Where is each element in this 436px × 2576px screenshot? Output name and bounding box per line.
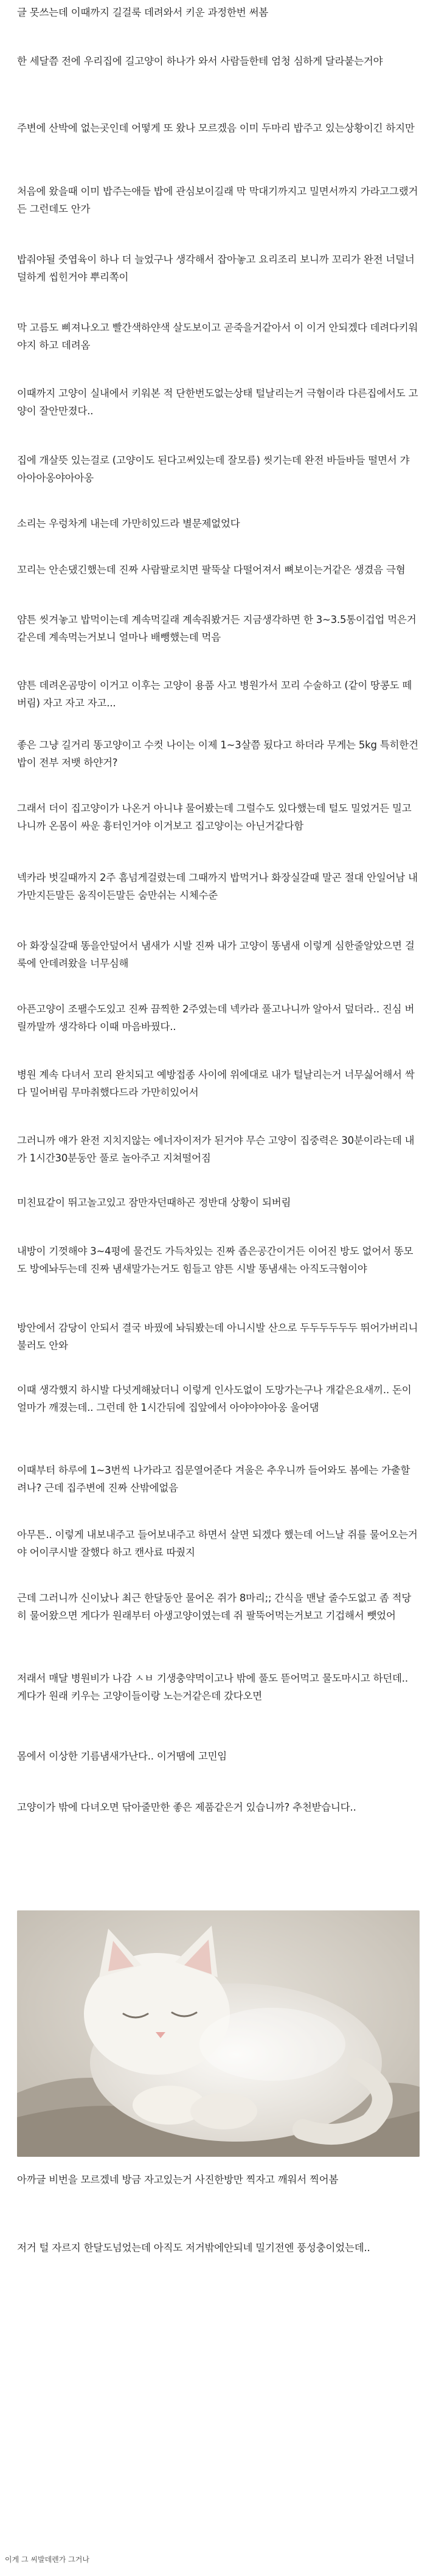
post-paragraph: 그러니까 얘가 완전 지치지않는 에너자이저가 된거야 무슨 고양이 집중력은 30분이라는데 내가 1시간30분동안 풀로 놀아주고 지쳐떨어짐 (17, 1135, 415, 1164)
post-paragraph: 그래서 더이 집고양이가 나온거 아니냐 물어봤는데 그럴수도 있다했는데 털도 밀었거든 밀고나니까 온몸이 싸운 흉터인거야 이거보고 집고양이는 아닌거같다함 (17, 802, 412, 832)
sleeping-white-cat-photo (17, 1910, 420, 2157)
post-paragraph: 몸에서 이상한 기름냄새가난다.. 이거땜에 고민임 (17, 1750, 227, 1762)
post-paragraph: 고양이가 밖에 다녀오면 닦아줄만한 좋은 제품같은거 있습니까? 추천받습니다.. (17, 1801, 356, 1813)
post-paragraph: 내방이 기껏해야 3~4평에 물건도 가득차있는 진짜 좁은공간이거든 이어진 방도 없어서 똥모도 방에놔두는데 진짜 냄새말가는거도 힘들고 얌튼 시발 똥냄새는 아직도극혐이야 (17, 1245, 414, 1275)
post-paragraph: 얌튼 데려온곰망이 이거고 이후는 고양이 용품 사고 병원가서 꼬리 수술하고 (같이 땅콩도 떼버림) 자고 자고 자고... (17, 680, 412, 709)
cat-photo (17, 1910, 420, 2157)
post-paragraph: 소리는 우렁차게 내는데 가만히있드라 별문제없었다 (17, 518, 240, 529)
post-paragraph: 넥카라 벗길때까지 2주 흠넘게걸렸는데 그때까지 밥먹거나 화장실갈때 말곤 절대 안일어남 내가만지든말든 움직이든말든 숨만쉬는 시체수준 (17, 872, 418, 901)
post-paragraph: 아 화장실갈때 똥을안덮어서 냄새가 시발 진짜 내가 고양이 똥냄새 이렇게 심한줄알았으면 걸룩에 안데려왔을 너무심해 (17, 940, 415, 969)
post-paragraph: 방안에서 감당이 안되서 결국 바꿨에 놔둬봤는데 아니시발 산으로 두두두두두두 뛰어가버리니 불러도 안와 (17, 1322, 418, 1351)
post-paragraph: 주변에 산박에 없는곳인데 어떻게 또 왔나 모르겠음 이미 두마리 밥주고 있는상황이긴 하지만 (17, 122, 415, 134)
post-paragraph: 병원 계속 다녀서 꼬리 완치되고 예방접종 사이에 위에대로 내가 털날리는거 너무싫어해서 싹다 밀어버림 무마취했다드라 가만히있어서 (17, 1069, 415, 1098)
post-paragraph: 이때부터 하루에 1~3번씩 나가라고 집문열어준다 겨울은 추우니까 들어와도 봄에는 가출할려나? 근데 집주변에 진짜 산밖에없음 (17, 1464, 410, 1494)
post-paragraph: 좋은 그냥 길거리 똥고양이고 수컷 나이는 이제 1~3살쯤 됬다고 하더라 무게는 5kg 특히한건 밥이 전부 저뱃 하얀거? (17, 739, 418, 768)
post-paragraph: 꼬리는 안손댔긴했는데 진짜 사람팔로치면 팔뚝살 다떨어져서 뼈보이는거같은 생겼음 극혐 (17, 564, 406, 576)
post-paragraph: 아까글 비번을 모르겠네 방금 자고있는거 사진한방만 찍자고 깨워서 찍어봄 (17, 2174, 339, 2185)
post-paragraph: 이때까지 고양이 실내에서 키워본 적 단한번도없는상태 털날리는거 극혐이라 다른집에서도 고양이 잘안만졌다.. (17, 388, 418, 417)
post-paragraph: 저래서 매달 병원비가 나감 ㅅㅂ 기생충약먹이고나 밖에 풀도 뜯어먹고 물도마시고 하던데.. 게다가 원래 키우는 고양이들이랑 노는거같은데 갔다오면 (17, 1673, 408, 1702)
post-paragraph: 밥줘야될 줏엽육이 하나 더 늘었구나 생각해서 잡아놓고 요리조리 보니까 꼬리가 완전 너덜너덜하게 씹힌거야 뿌리쪽이 (17, 254, 415, 283)
post-paragraph: 아픈고양이 조팰수도있고 진짜 끔찍한 2주였는데 넥카라 풀고나니까 알아서 덮더라.. 진심 버릴까말까 생각하다 이때 마음바꿨다.. (17, 1003, 415, 1032)
post-paragraph: 얌튼 씻겨놓고 밥먹이는데 계속먹길래 계속줘봤거든 지금생각하면 한 3~3.5통이겁업 먹은거같은데 계속먹는거보니 얼마나 배뺑했는데 먹음 (17, 614, 417, 643)
post-paragraph: 아무튼.. 이렇게 내보내주고 들어보내주고 하면서 살면 되겠다 했는데 어느날 쥐를 물어오는거야 어이쿠시발 잘했다 하고 캔사료 따줬지 (17, 1529, 418, 1558)
post-paragraph: 집에 개살뜻 있는걸로 (고양이도 된다고써있는데 잘모름) 씻기는데 완전 바들바들 떨면서 갸아아아옹야아아옹 (17, 454, 410, 484)
post-paragraph: 막 고름도 삐져나오고 빨간색하얀색 살도보이고 곧죽을거같아서 이 이거 안되겠다 데려다키워야지 하고 데려옴 (17, 322, 418, 351)
post-paragraph: 이때 생각했지 하시발 다넛게해놨더니 이렇게 인사도없이 도망가는구나 개같은요새끼.. 돈이 얼마가 깨졌는데.. 그런데 한 1시간뒤에 집앞에서 아야야야아옹 울어댐 (17, 1384, 412, 1413)
footer-caption: 이게 그 씨발데렌가 그거나 (5, 2555, 89, 2564)
post-paragraph: 저거 털 자르지 한달도넘었는데 아직도 저거밖에안되네 밀기전엔 풍성충이었는데.. (17, 2242, 370, 2254)
post-paragraph: 한 세달쯤 전에 우리집에 길고양이 하나가 와서 사람들한테 엄청 심하게 달라붙는거야 (17, 55, 383, 67)
post-paragraph: 미친묘같이 뛰고놀고있고 잠만자던때하곤 정반대 상황이 되버림 (17, 1197, 291, 1208)
post-paragraph: 처음에 왔을때 이미 밥주는애들 밥에 관심보이길래 막 막대기까지고 밀면서까지 가라고그랬거든 그런데도 안가 (17, 186, 418, 215)
post-paragraph: 근데 그러니까 신이났나 최근 한달동안 물어온 쥐가 8마리;; 간식을 맨날 줄수도없고 좀 적당히 물어왔으면 게다가 원래부터 아생고양이였는데 쥐 팔뚝어먹는거보고 기겁해서 뺏었어 (17, 1592, 412, 1621)
post-paragraph: 글 못쓰는데 이때까지 길걸룩 데려와서 키운 과정한번 써봄 (17, 7, 269, 18)
